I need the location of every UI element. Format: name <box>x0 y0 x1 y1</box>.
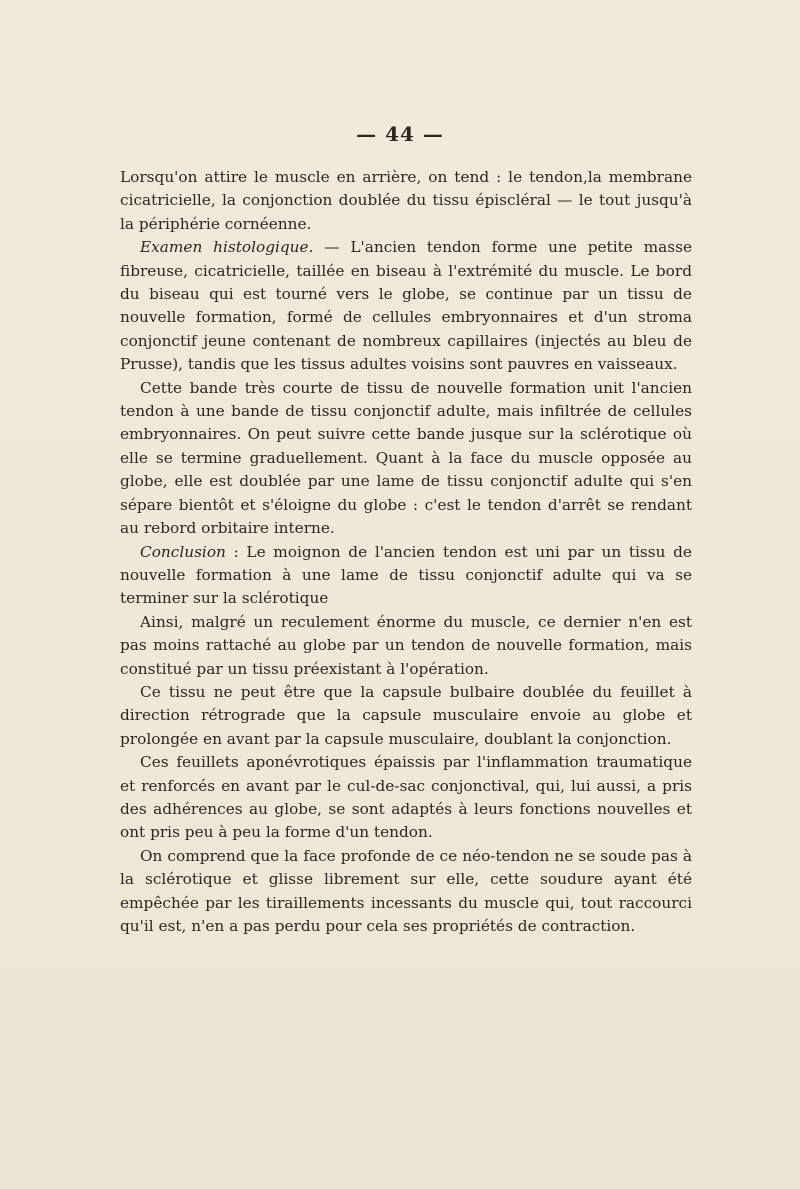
paragraph-3-text: Cette bande très courte de tissu de nouvelle formation unit l'ancien tendon à une bande de tissu conjonctif adulte, mais infiltrée de cellules embryonnaires. On peut suivre cette bande jusque sur la sclérotique où elle se termine graduellement. Quant à la face du muscle opposée au globe, elle est doublée par une lame de tissu conjonctif adulte qui s'en sépare bientôt et s'éloigne du globe : c'est le tendon d'arrêt se rendant au rebord orbitaire interne. <box>120 378 692 538</box>
paragraph-6-text: Ce tissu ne peut être que la capsule bulbaire doublée du feuillet à direction rétrograde que la capsule musculaire envoie au globe et prolongée en avant par la capsule musculaire, doublant la conjonction. <box>120 682 692 748</box>
paragraph-6 <box>120 681 692 751</box>
paragraph-3 <box>120 377 692 541</box>
paragraph-1-text: Lorsqu'on attire le muscle en arrière, on tend : le tendon,la membrane cicatricielle, la conjonction doublée du tissu épiscléral — le tout jusqu'à la périphérie cornéenne. <box>120 168 692 233</box>
paragraph-2-text: — L'ancien tendon forme une petite masse fibreuse, cicatricielle, taillée en biseau à l'extrémité du muscle. Le bord du biseau qui est tourné vers le globe, se continue par un tissu de nouvelle formation, formé de cellules embryonnaires et d'un stroma conjonctif jeune contenant de nombreux capillaires (injectés au bleu de Prusse), tandis que les tissus adultes voisins sont pauvres en vaisseaux. <box>120 238 692 374</box>
paragraph-8 <box>120 845 692 939</box>
paragraph-4-text: : Le moignon de l'ancien tendon est uni par un tissu de nouvelle formation à une lame de tissu conjonctif adulte qui va se terminer sur la sclérotique <box>120 542 692 608</box>
body-text <box>120 166 692 938</box>
paragraph-1 <box>120 166 692 236</box>
paragraph-5 <box>120 611 692 681</box>
paragraph-8-text: On comprend que la face profonde de ce néo-tendon ne se soude pas à la sclérotique et glisse librement sur elle, cette soudure ayant été empêchée par les tiraillements incessants du muscle qui, tout raccourci qu'il est, n'en a pas perdu pour cela ses propriétés de contraction. <box>120 846 692 935</box>
paragraph-2 <box>120 236 692 376</box>
paragraph-4-heading: Conclusion <box>140 542 226 561</box>
paragraph-5-text: Ainsi, malgré un reculement énorme du muscle, ce dernier n'en est pas moins rattaché au globe par un tendon de nouvelle formation, mais constitué par un tissu préexistant à l'opération. <box>120 612 692 678</box>
page-number: — 44 — <box>356 122 444 146</box>
paragraph-2-heading: Examen histologique. <box>140 238 314 257</box>
paragraph-4 <box>120 541 692 611</box>
paragraph-7-text: Ces feuillets aponévrotiques épaissis par l'inflammation traumatique et renforcés en avant par le cul-de-sac conjonctival, qui, lui aussi, a pris des adhérences au globe, se sont adaptés à leurs fonctions nouvelles et ont pris peu à peu la forme d'un tendon. <box>120 753 692 842</box>
paragraph-7 <box>120 751 692 845</box>
